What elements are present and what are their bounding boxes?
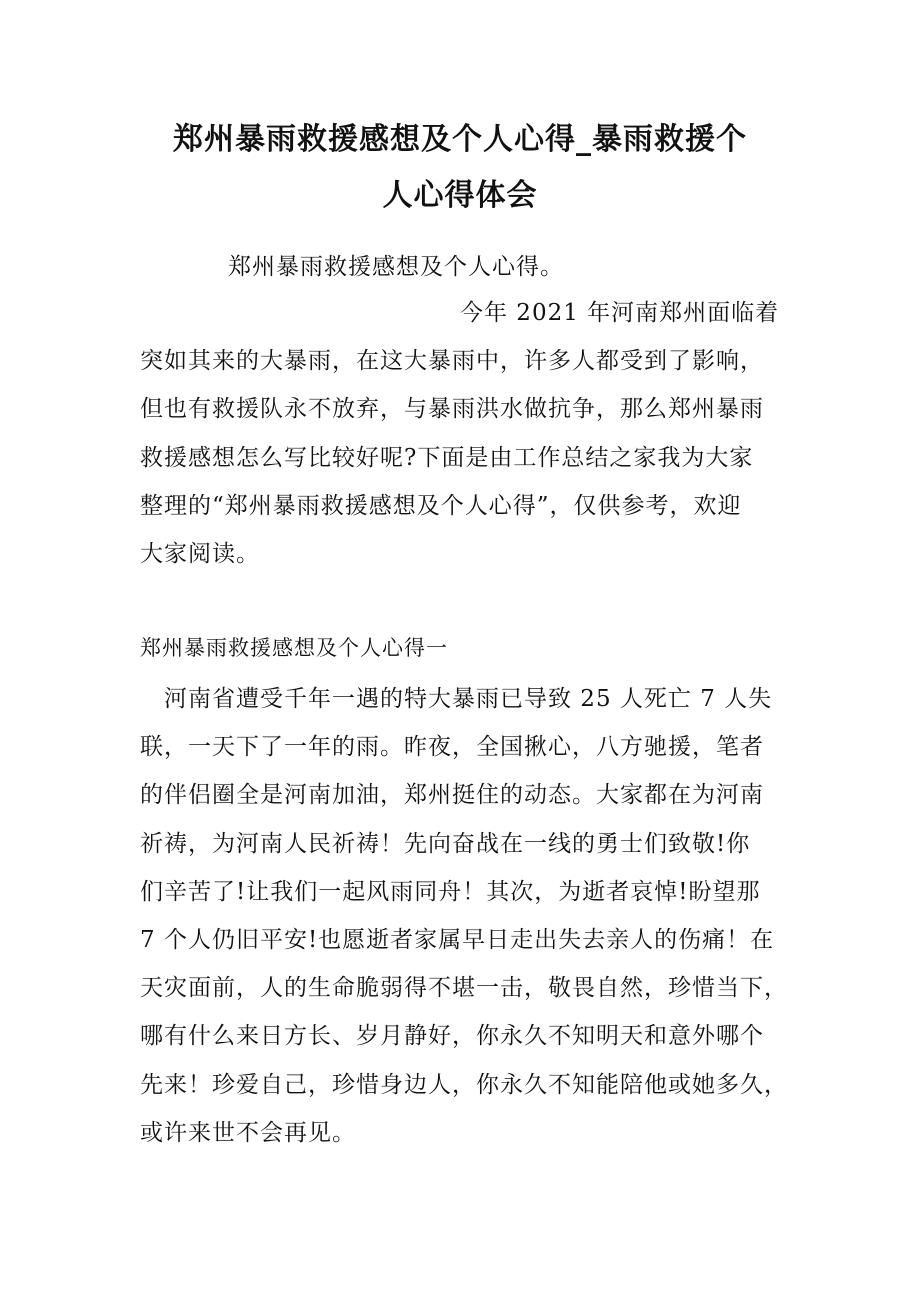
paragraph-line: 7 个人仍旧平安!也愿逝者家属早日走出失去亲人的伤痛！在 <box>140 926 775 953</box>
intro-paragraph <box>140 297 785 586</box>
paragraph-line: 或许来世不会再见。 <box>140 1119 356 1146</box>
paragraph-line: 天灾面前，人的生命脆弱得不堪一击，敬畏自然，珍惜当下， <box>140 975 788 1002</box>
paragraph-line: 的伴侣圈全是河南加油，郑州挺住的动态。大家都在为河南 <box>140 782 764 809</box>
paragraph-line: 突如其来的大暴雨，在这大暴雨中，许多人都受到了影响， <box>140 348 764 375</box>
paragraph-line: 们辛苦了!让我们一起风雨同舟！其次，为逝者哀悼!盼望那 <box>140 878 761 905</box>
paragraph-line: 救援感想怎么写比较好呢?下面是由工作总结之家我为大家 <box>140 444 754 471</box>
section-paragraph <box>140 683 788 1165</box>
paragraph-line: 大家阅读。 <box>140 540 260 567</box>
subtitle-line: 郑州暴雨救援感想及个人心得。 <box>228 254 564 280</box>
paragraph-line: 先来！珍爱自己，珍惜身边人，你永久不知能陪他或她多久， <box>140 1071 788 1098</box>
paragraph-line: 哪有什么来日方长、岁月静好，你永久不知明天和意外哪个 <box>140 1023 764 1050</box>
title-line: 人心得体会 <box>382 178 538 213</box>
title-line: 郑州暴雨救援感想及个人心得_暴雨救援个 <box>173 122 747 157</box>
paragraph-line: 祈祷，为河南人民祈祷！先向奋战在一线的勇士们致敬!你 <box>140 830 751 857</box>
section-heading: 郑州暴雨救援感想及个人心得一 <box>140 636 448 660</box>
paragraph-line: 联，一天下了一年的雨。昨夜，全国揪心，八方驰援，笔者 <box>140 734 764 761</box>
document-title <box>140 112 780 224</box>
paragraph-line: 今年 2021 年河南郑州面临着 <box>460 300 780 326</box>
paragraph-line: 河南省遭受千年一遇的特大暴雨已导致 25 人死亡 7 人失 <box>164 686 773 712</box>
paragraph-line: 但也有救援队永不放弃，与暴雨洪水做抗争，那么郑州暴雨 <box>140 396 764 423</box>
paragraph-line: 整理的“郑州暴雨救援感想及个人心得”，仅供参考，欢迎 <box>140 492 742 519</box>
